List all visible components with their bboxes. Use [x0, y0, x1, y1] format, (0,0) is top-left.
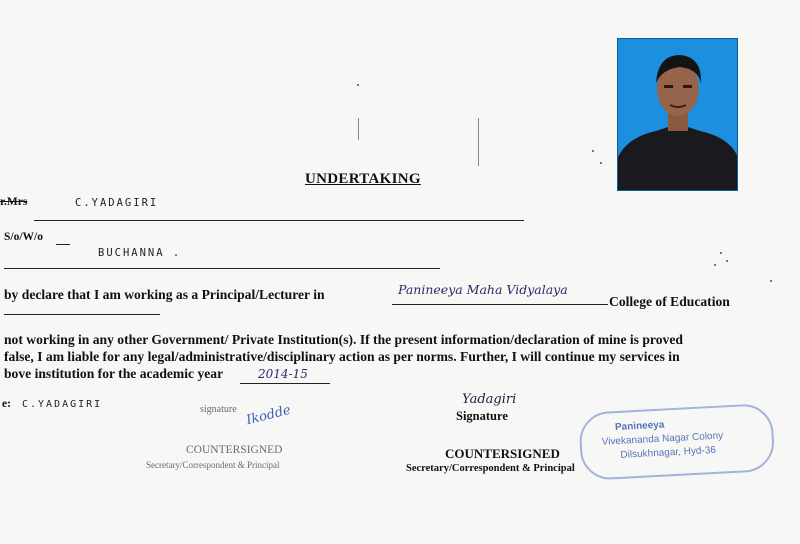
- stray-mark: [726, 260, 728, 262]
- countersigned-label: COUNTERSIGNED: [445, 446, 560, 461]
- stray-mark: [358, 118, 359, 140]
- faded-countersigned: COUNTERSIGNED: [186, 444, 283, 456]
- stray-mark: [592, 150, 594, 152]
- countersigned-role: Secretary/Correspondent & Principal: [406, 463, 575, 474]
- college-name-handwritten: Panineeya Maha Vidyalaya: [398, 282, 568, 297]
- declaration-line-1-suffix: College of Education: [609, 294, 730, 309]
- relation-value: BUCHANNA .: [98, 247, 182, 259]
- declaration-line-3: false, I am liable for any legal/administrative/disciplinary action as per norms. Further, I will continue my services in: [4, 349, 680, 364]
- institution-stamp: [578, 403, 772, 488]
- academic-year-value: 2014-15: [258, 367, 308, 381]
- relation-underline: [4, 268, 440, 269]
- document-title: UNDERTAKING: [305, 171, 421, 187]
- signature-label: Signature: [456, 409, 508, 423]
- declaration-line-2: not working in any other Government/ Private Institution(s). If the present information/declaration of mine is proved: [4, 332, 683, 347]
- countersign-initials: Ikodde: [244, 402, 293, 429]
- stray-mark: [478, 118, 479, 166]
- relation-dash: [56, 244, 70, 245]
- name-value: C.YADAGIRI: [75, 197, 159, 209]
- academic-year-underline: [240, 383, 330, 384]
- declaration-line-1: by declare that I am working as a Principal/Lecturer in: [4, 287, 325, 302]
- stray-mark: [357, 84, 359, 86]
- signatory-name-label: e:: [2, 398, 11, 410]
- stray-mark: [714, 264, 716, 266]
- college-underline: [392, 304, 608, 305]
- applicant-signature: Yadagiri: [462, 392, 517, 407]
- stray-mark: [720, 252, 722, 254]
- stray-mark: [600, 162, 602, 164]
- name-label: r.Mrs: [0, 196, 28, 208]
- stamp-line-3: Dilsukhnagar, Hyd-36: [620, 444, 717, 461]
- signatory-name-value: C.YADAGIRI: [22, 399, 103, 410]
- relation-label: S/o/W/o: [4, 231, 43, 243]
- stamp-line-1: Panineeya: [614, 419, 665, 434]
- person-photo-icon: [618, 39, 737, 190]
- name-underline: [34, 220, 524, 221]
- stamp-line-2: Vivekananda Nagar Colony: [601, 430, 724, 448]
- stray-mark: [770, 280, 772, 282]
- applicant-photo: [617, 38, 738, 191]
- declaration-line-4: bove institution for the academic year: [4, 366, 224, 381]
- faded-signature-label: signature: [200, 404, 237, 415]
- faded-countersigned-role: Secretary/Correspondent & Principal: [146, 460, 280, 470]
- college-underline-continued: [4, 314, 160, 315]
